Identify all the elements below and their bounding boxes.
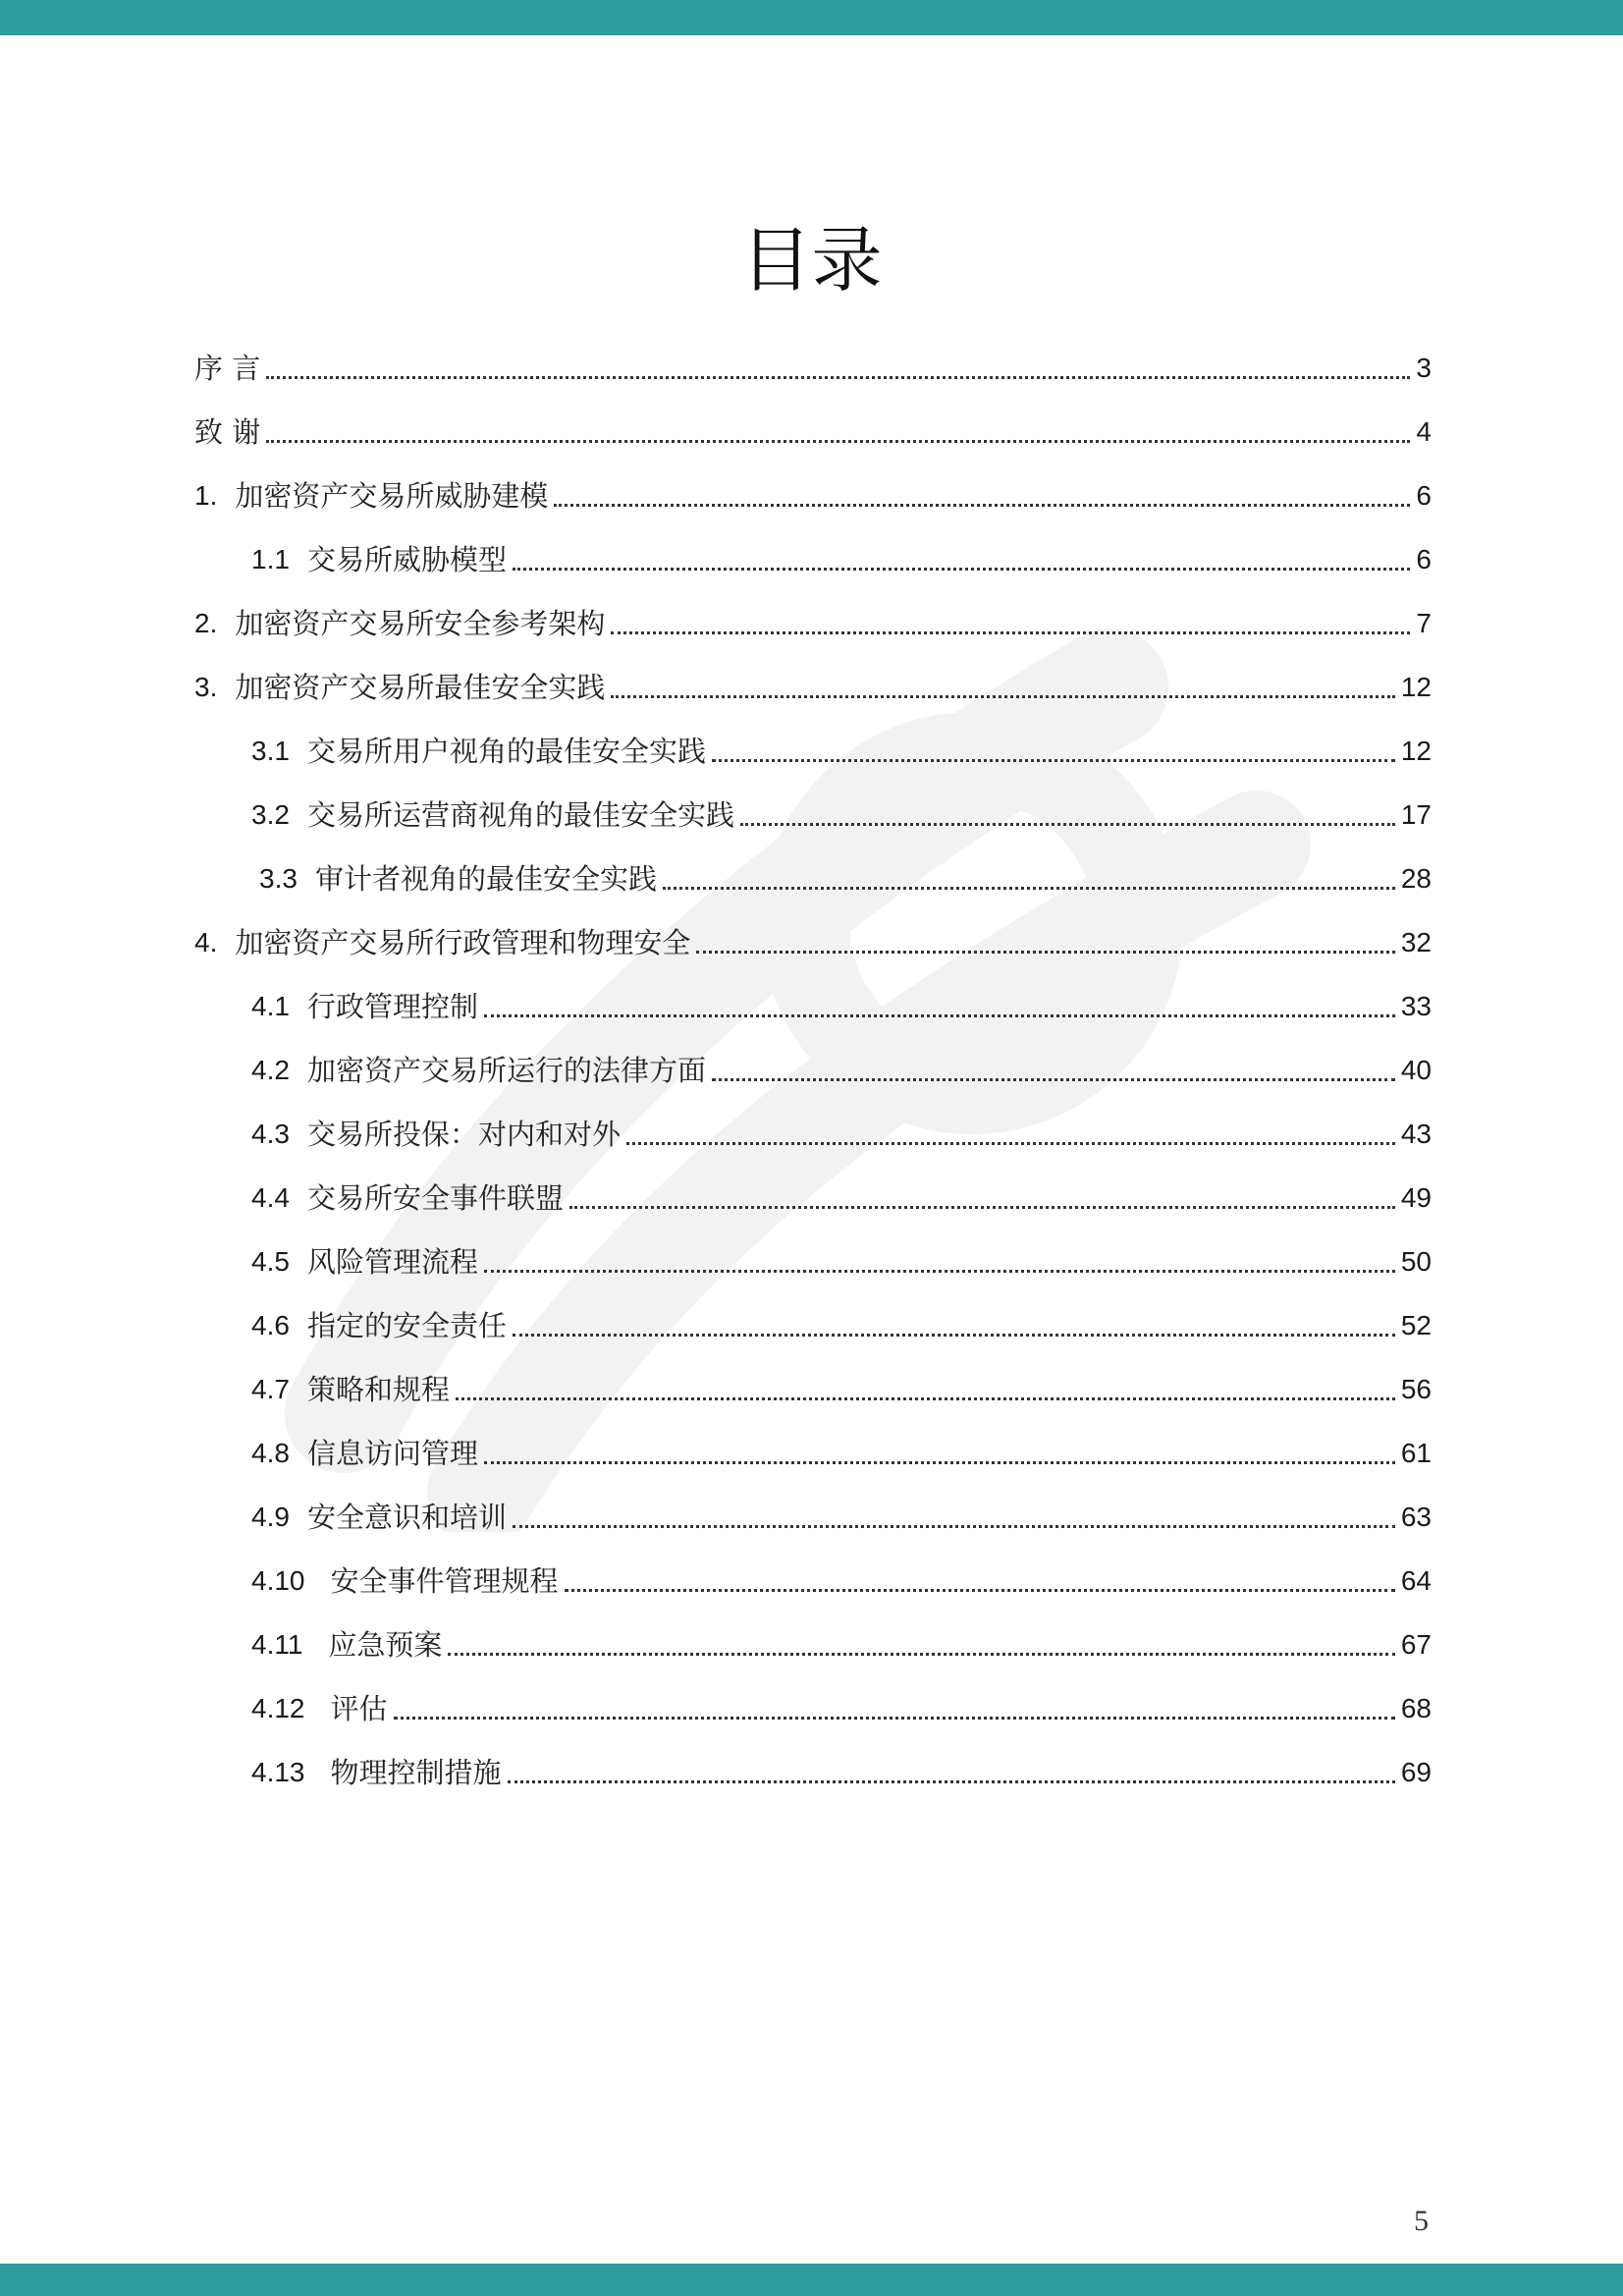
toc-entry-title: 安全意识和培训 — [306, 1501, 507, 1534]
bottom-accent-bar — [0, 2264, 1623, 2296]
toc-entry-page: 6 — [1416, 544, 1432, 574]
toc-entry[interactable] — [194, 648, 1432, 712]
top-accent-bar — [0, 0, 1623, 35]
toc-entry[interactable] — [194, 840, 1432, 903]
toc-entry[interactable] — [194, 1223, 1432, 1286]
toc-entry-number: 4.3 — [251, 1119, 290, 1149]
toc-entry[interactable] — [194, 520, 1432, 584]
toc-entry-title: 交易所用户视角的最佳安全实践 — [306, 735, 706, 768]
toc-entry-page: 68 — [1400, 1693, 1432, 1723]
toc-entry-number: 3. — [194, 672, 218, 702]
toc-entry-page: 56 — [1400, 1374, 1432, 1404]
toc-entry-number: 3.3 — [259, 863, 298, 894]
toc-entry-number: 4.1 — [251, 991, 290, 1021]
toc-entry-title: 加密资产交易所安全参考架构 — [235, 607, 606, 640]
toc-dot-leader — [484, 1014, 1395, 1017]
toc-entry-page: 69 — [1400, 1757, 1432, 1787]
toc-entry-title: 信息访问管理 — [306, 1437, 478, 1470]
toc-dot-leader — [611, 695, 1394, 698]
toc-entry-page: 12 — [1400, 736, 1432, 766]
toc-dot-leader — [508, 1780, 1395, 1783]
toc-entry-title: 交易所运营商视角的最佳安全实践 — [306, 798, 734, 832]
toc-entry[interactable] — [194, 393, 1432, 457]
toc-entry[interactable] — [194, 1159, 1432, 1223]
toc-dot-leader — [712, 759, 1395, 762]
toc-dot-leader — [394, 1717, 1395, 1720]
toc-dot-leader — [513, 568, 1410, 571]
toc-dot-leader — [513, 1334, 1395, 1337]
toc-dot-leader — [712, 1078, 1395, 1081]
toc-entry-page: 52 — [1400, 1310, 1432, 1340]
toc-entry-title: 安全事件管理规程 — [330, 1564, 559, 1598]
toc-entry-number: 4.11 — [251, 1629, 303, 1660]
toc-entry[interactable] — [194, 1478, 1432, 1542]
toc-entry-page: 63 — [1400, 1502, 1432, 1532]
toc-entry[interactable] — [194, 903, 1432, 967]
toc-entry[interactable] — [194, 1606, 1432, 1669]
toc-entry-page: 17 — [1400, 799, 1432, 830]
table-of-contents — [194, 329, 1432, 1797]
toc-entry-number: 4.8 — [251, 1438, 290, 1468]
toc-entry-number: 4.13 — [251, 1757, 305, 1787]
toc-entry-page: 12 — [1400, 672, 1432, 702]
toc-entry-title: 交易所投保：对内和对外 — [306, 1118, 621, 1151]
toc-entry[interactable] — [194, 457, 1432, 520]
toc-entry-page: 43 — [1400, 1119, 1432, 1149]
toc-dot-leader — [611, 631, 1410, 634]
toc-entry-title: 加密资产交易所最佳安全实践 — [235, 671, 606, 704]
toc-entry-page: 3 — [1416, 353, 1432, 383]
toc-entry[interactable] — [194, 776, 1432, 840]
toc-entry-number: 1. — [194, 480, 218, 511]
toc-entry-number: 2. — [194, 608, 218, 638]
toc-entry-title: 行政管理控制 — [306, 990, 478, 1023]
toc-entry-page: 33 — [1400, 991, 1432, 1021]
toc-entry[interactable] — [194, 1095, 1432, 1159]
toc-entry[interactable] — [194, 1669, 1432, 1733]
toc-dot-leader — [484, 1270, 1395, 1273]
toc-entry-title: 评估 — [330, 1692, 388, 1725]
toc-entry-title: 交易所威胁模型 — [306, 543, 507, 576]
toc-entry-page: 4 — [1416, 416, 1432, 447]
toc-dot-leader — [740, 823, 1395, 826]
toc-dot-leader — [484, 1461, 1395, 1464]
toc-entry-page: 7 — [1416, 608, 1432, 638]
toc-dot-leader — [663, 887, 1395, 890]
toc-entry-number: 1.1 — [251, 544, 290, 574]
toc-entry-page: 50 — [1400, 1246, 1432, 1277]
toc-entry-title: 交易所安全事件联盟 — [306, 1181, 564, 1215]
toc-entry-number: 4. — [194, 927, 218, 957]
toc-entry[interactable] — [194, 329, 1432, 393]
toc-dot-leader — [696, 951, 1394, 954]
toc-entry[interactable] — [194, 584, 1432, 648]
page-title: 目录 — [740, 219, 883, 301]
toc-entry-number: 4.9 — [251, 1502, 290, 1532]
toc-entry-title: 加密资产交易所运行的法律方面 — [306, 1054, 706, 1087]
toc-entry-page: 32 — [1400, 927, 1432, 957]
toc-entry[interactable] — [194, 1350, 1432, 1414]
toc-entry-number: 4.5 — [251, 1246, 290, 1277]
toc-entry-page: 49 — [1400, 1182, 1432, 1213]
toc-entry-page: 64 — [1400, 1565, 1432, 1596]
toc-entry-page: 61 — [1400, 1438, 1432, 1468]
toc-dot-leader — [266, 440, 1410, 443]
toc-entry-page: 28 — [1400, 863, 1432, 894]
toc-entry[interactable] — [194, 967, 1432, 1031]
toc-entry-page: 67 — [1400, 1629, 1432, 1660]
toc-dot-leader — [456, 1397, 1395, 1400]
toc-entry-page: 6 — [1416, 480, 1432, 511]
toc-entry-title: 加密资产交易所行政管理和物理安全 — [235, 926, 691, 959]
toc-entry-number: 4.6 — [251, 1310, 290, 1340]
toc-entry-number: 4.7 — [251, 1374, 290, 1404]
toc-entry-title: 应急预案 — [328, 1628, 443, 1662]
toc-entry-title: 审计者视角的最佳安全实践 — [314, 862, 657, 896]
toc-entry-number: 4.2 — [251, 1055, 290, 1085]
toc-entry[interactable] — [194, 1542, 1432, 1606]
toc-dot-leader — [448, 1653, 1394, 1656]
toc-entry-title: 策略和规程 — [306, 1373, 450, 1406]
toc-entry[interactable] — [194, 712, 1432, 776]
toc-entry[interactable] — [194, 1414, 1432, 1478]
page-number: 5 — [1414, 2205, 1429, 2237]
toc-entry[interactable] — [194, 1286, 1432, 1350]
toc-entry-title: 风险管理流程 — [306, 1245, 478, 1279]
toc-entry-title: 物理控制措施 — [330, 1756, 502, 1789]
toc-dot-leader — [266, 376, 1410, 379]
toc-entry-number: 4.12 — [251, 1693, 305, 1723]
toc-dot-leader — [569, 1206, 1395, 1209]
toc-dot-leader — [565, 1589, 1395, 1592]
toc-entry-number: 3.2 — [251, 799, 290, 830]
toc-entry-number: 4.10 — [251, 1565, 305, 1596]
toc-entry-title: 指定的安全责任 — [306, 1309, 507, 1342]
toc-entry[interactable] — [194, 1031, 1432, 1095]
toc-entry-title: 加密资产交易所威胁建模 — [235, 479, 549, 513]
toc-entry-title: 序 言 — [194, 352, 261, 385]
toc-entry-number: 3.1 — [251, 736, 290, 766]
toc-entry[interactable] — [194, 1733, 1432, 1797]
toc-dot-leader — [554, 504, 1410, 507]
toc-entry-number: 4.4 — [251, 1182, 290, 1213]
toc-entry-page: 40 — [1400, 1055, 1432, 1085]
toc-dot-leader — [626, 1142, 1395, 1145]
toc-dot-leader — [513, 1525, 1395, 1528]
toc-entry-title: 致 谢 — [194, 415, 261, 449]
